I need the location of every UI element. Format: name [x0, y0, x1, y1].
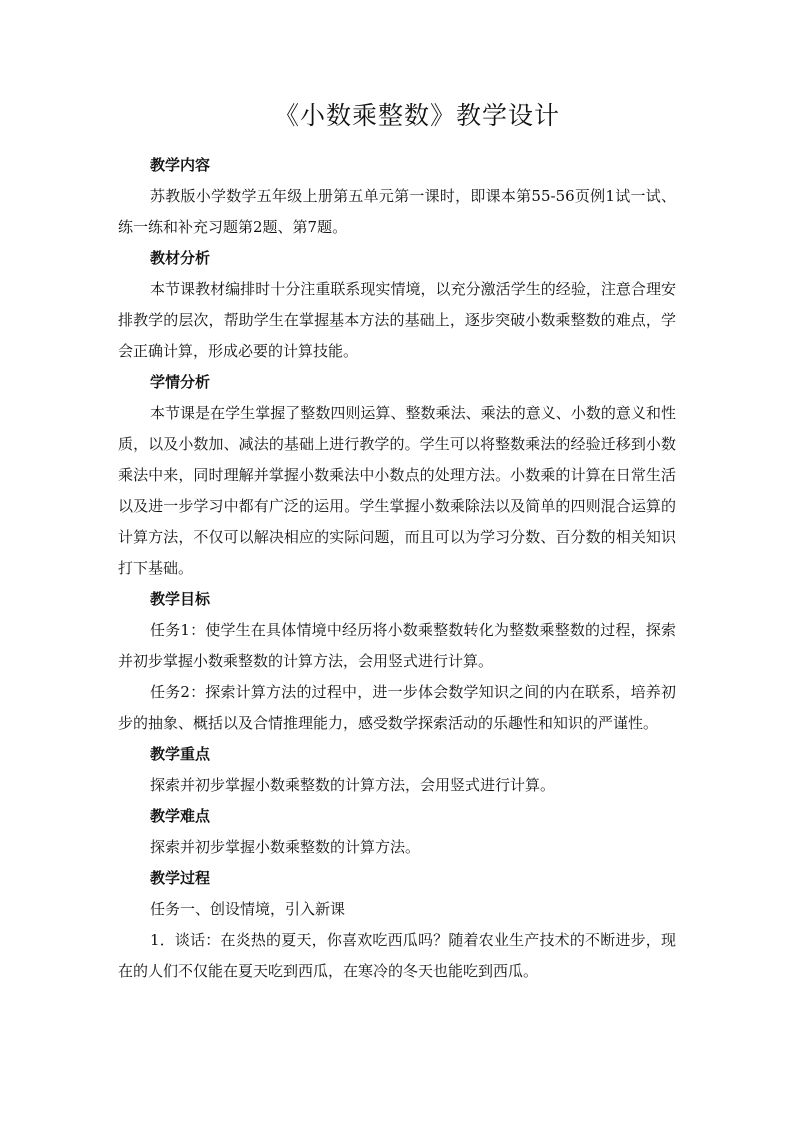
paragraph-goal-task1: 任务1：使学生在具体情境中经历将小数乘整数转化为整数乘整数的过程，探索并初步掌握小数乘整数的计算方法，会用竖式进行计算。 — [118, 621, 676, 670]
paragraph-task-one: 任务一、创设情境，引入新课 — [150, 900, 346, 918]
paragraph-material: 本节课教材编排时十分注重联系现实情境，以充分激活学生的经验，注意合理安排教学的层次，帮助学生在掌握基本方法的基础上，逐步突破小数乘整数的难点，学会正确计算，形成必要的计算技能。 — [118, 280, 676, 360]
heading-content: 教学内容 — [150, 156, 211, 174]
paragraph-talk: 1．谈话：在炎热的夏天，你喜欢吃西瓜吗？随着农业生产技术的不断进步，现在的人们不仅能在夏天吃到西瓜，在寒冷的冬天也能吃到西瓜。 — [118, 931, 676, 980]
paragraph-content: 苏教版小学数学五年级上册第五单元第一课时，即课本第55-56页例1试一试、练一练和补充习题第2题、第7题。 — [118, 187, 676, 236]
document-title: 《小数乘整数》教学设计 — [273, 101, 560, 130]
document-page — [118, 96, 676, 987]
heading-process: 教学过程 — [150, 869, 211, 887]
heading-students: 学情分析 — [150, 373, 211, 391]
heading-difficulty: 教学难点 — [150, 807, 211, 825]
heading-goals: 教学目标 — [150, 590, 211, 608]
paragraph-students: 本节课是在学生掌握了整数四则运算、整数乘法、乘法的意义、小数的意义和性质，以及小数加、减法的基础上进行教学的。学生可以将整数乘法的经验迁移到小数乘法中来，同时理解并掌握小数乘法中小数点的处理方法。小数乘的计算在日常生活以及进一步学习中都有广泛的运用。学生掌握小数乘除法以及简单的四则混合运算的计算方法，不仅可以解决相应的实际问题，而且可以为学习分数、百分数的相关知识打下基础。 — [118, 404, 676, 577]
paragraph-key: 探索并初步掌握小数乘整数的计算方法，会用竖式进行计算。 — [150, 776, 556, 794]
heading-key: 教学重点 — [150, 745, 211, 763]
paragraph-difficulty: 探索并初步掌握小数乘整数的计算方法。 — [150, 838, 421, 856]
heading-material: 教材分析 — [150, 249, 211, 267]
paragraph-goal-task2: 任务2：探索计算方法的过程中，进一步体会数学知识之间的内在联系，培养初步的抽象、概括以及合情推理能力，感受数学探索活动的乐趣性和知识的严谨性。 — [118, 683, 676, 732]
